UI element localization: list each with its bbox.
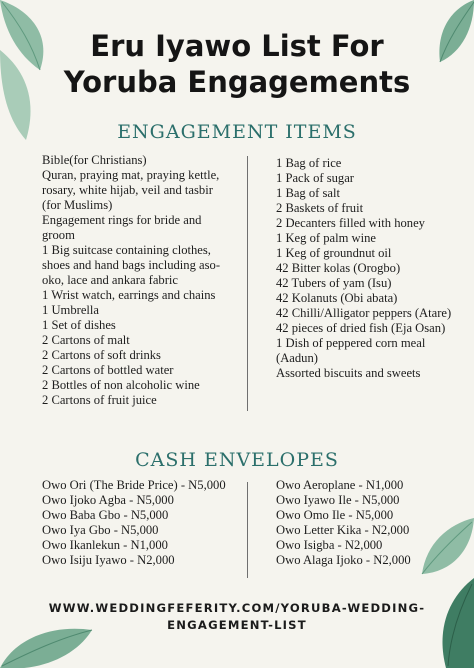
source-url — [0, 600, 474, 634]
list-item: Owo Ori (The Bride Price) - N5,000 — [42, 478, 226, 492]
list-item: 1 Dish of peppered corn meal (Aadun) — [276, 336, 426, 365]
cash-envelopes-heading: CASH ENVELOPES — [135, 449, 339, 471]
list-item: 1 Bag of rice — [276, 156, 342, 170]
list-item: 2 Cartons of bottled water — [42, 363, 174, 377]
list-item: 1 Set of dishes — [42, 318, 116, 332]
list-item: 2 Cartons of fruit juice — [42, 393, 157, 407]
list-item: Assorted biscuits and sweets — [276, 366, 421, 380]
list-item: Owo Isigba - N2,000 — [276, 538, 383, 552]
list-item: 2 Cartons of malt — [42, 333, 130, 347]
list-item: 42 Tubers of yam (Isu) — [276, 276, 392, 290]
list-item: 2 Baskets of fruit — [276, 201, 364, 215]
list-item: 1 Bag of salt — [276, 186, 341, 200]
list-item: 2 Decanters filled with honey — [276, 216, 425, 230]
cash-envelopes-left-list — [42, 478, 232, 568]
title-line-2: Yoruba Engagements — [63, 65, 411, 99]
engagement-items-left-list — [42, 153, 232, 408]
engagement-column-divider — [247, 156, 248, 411]
cash-envelopes-right-list — [276, 478, 454, 568]
list-item: 42 Chilli/Alligator peppers (Atare) — [276, 306, 452, 320]
list-item: Owo Isiju Iyawo - N2,000 — [42, 553, 175, 567]
source-url-line-2: ENGAGEMENT-LIST — [167, 618, 307, 632]
list-item: 1 Keg of groundnut oil — [276, 246, 392, 260]
title-line-1: Eru Iyawo List For — [90, 29, 384, 63]
list-item: Owo Baba Gbo - N5,000 — [42, 508, 169, 522]
list-item: Owo Iyawo Ile - N5,000 — [276, 493, 400, 507]
list-item: 1 Wrist watch, earrings and chains — [42, 288, 216, 302]
list-item: 1 Big suitcase containing clothes, shoes and hand bags including aso-oko, lace and ankara fabric — [42, 243, 221, 287]
list-item: 42 Bitter kolas (Orogbo) — [276, 261, 401, 275]
list-item: Owo Alaga Ijoko - N2,000 — [276, 553, 411, 567]
list-item: 42 pieces of dried fish (Eja Osan) — [276, 321, 446, 335]
source-url-line-1: WWW.WEDDINGFEFERITY.COM/YORUBA-WEDDING- — [48, 601, 426, 615]
cash-column-divider — [247, 482, 248, 578]
list-item: Engagement rings for bride and groom — [42, 213, 202, 242]
engagement-items-heading: ENGAGEMENT ITEMS — [117, 121, 357, 143]
list-item: Owo Omo Ile - N5,000 — [276, 508, 394, 522]
list-item: Owo Iya Gbo - N5,000 — [42, 523, 159, 537]
list-item: Owo Aeroplane - N1,000 — [276, 478, 404, 492]
list-item: 2 Bottles of non alcoholic wine — [42, 378, 200, 392]
list-item: Bible(for Christians) — [42, 153, 147, 167]
engagement-items-right-list — [276, 156, 454, 381]
list-item: Quran, praying mat, praying kettle, rosary, white hijab, veil and tasbir (for Muslims) — [42, 168, 220, 212]
list-item: 1 Keg of palm wine — [276, 231, 377, 245]
list-item: Owo Ikanlekun - N1,000 — [42, 538, 168, 552]
list-item: 2 Cartons of soft drinks — [42, 348, 161, 362]
list-item: Owo Ijoko Agba - N5,000 — [42, 493, 174, 507]
list-item: 1 Pack of sugar — [276, 171, 354, 185]
list-item: Owo Letter Kika - N2,000 — [276, 523, 410, 537]
page-title — [0, 28, 474, 100]
list-item: 42 Kolanuts (Obi abata) — [276, 291, 398, 305]
list-item: 1 Umbrella — [42, 303, 100, 317]
